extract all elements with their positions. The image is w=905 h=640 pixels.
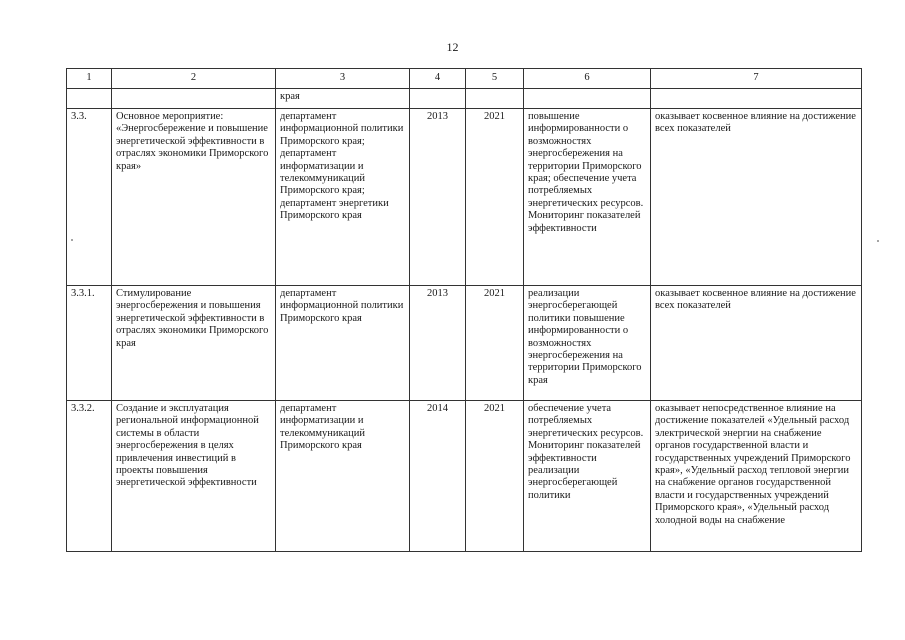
cell-executor: департамент информационной политики Приморского края; департамент информатизации и телекоммуникаций Приморского края; департамент энергетики Приморского края bbox=[276, 109, 410, 286]
cell-end-year: 2021 bbox=[466, 286, 524, 401]
page-number: 12 bbox=[446, 40, 459, 54]
cell-start-year: 2014 bbox=[410, 401, 466, 552]
scan-speck bbox=[71, 239, 73, 241]
column-header: 4 bbox=[410, 69, 466, 89]
cell-link bbox=[651, 89, 862, 109]
column-header: 1 bbox=[67, 69, 112, 89]
column-header: 2 bbox=[112, 69, 276, 89]
cell-start-year bbox=[410, 89, 466, 109]
cell-result: реализации энергосберегающей политики повышение информированности о возможностях энергосбережения на территории Приморского края bbox=[524, 286, 651, 401]
table-row bbox=[67, 286, 862, 401]
column-header: 6 bbox=[524, 69, 651, 89]
column-header: 5 bbox=[466, 69, 524, 89]
cell-executor: департамент информатизации и телекоммуникаций Приморского края bbox=[276, 401, 410, 552]
cell-result bbox=[524, 89, 651, 109]
cell-end-year bbox=[466, 89, 524, 109]
program-measures-table bbox=[66, 68, 862, 552]
cell-code: 3.3. bbox=[67, 109, 112, 286]
continuation-row bbox=[67, 89, 862, 109]
cell-executor: департамент информационной политики Приморского края bbox=[276, 286, 410, 401]
cell-result: обеспечение учета потребляемых энергетических ресурсов. Мониторинг показателей эффективности реализации энергосберегающей политики bbox=[524, 401, 651, 552]
cell-start-year: 2013 bbox=[410, 109, 466, 286]
cell-link: оказывает косвенное влияние на достижение всех показателей bbox=[651, 109, 862, 286]
cell-end-year: 2021 bbox=[466, 109, 524, 286]
table-row bbox=[67, 401, 862, 552]
cell-code: 3.3.2. bbox=[67, 401, 112, 552]
table-row bbox=[67, 109, 862, 286]
cell-code: 3.3.1. bbox=[67, 286, 112, 401]
cell-link: оказывает косвенное влияние на достижение всех показателей bbox=[651, 286, 862, 401]
cell-start-year: 2013 bbox=[410, 286, 466, 401]
cell-code bbox=[67, 89, 112, 109]
cell-end-year: 2021 bbox=[466, 401, 524, 552]
cell-name: Создание и эксплуатация региональной информационной системы в области энергосбережения в целях привлечения инвестиций в проекты повышения энергетической эффективности bbox=[112, 401, 276, 552]
cell-result: повышение информированности о возможностях энергосбережения на территории Приморского края; обеспечение учета потребляемых энергетических ресурсов. Мониторинг показателей эффективности bbox=[524, 109, 651, 286]
scan-speck bbox=[877, 240, 879, 242]
cell-link: оказывает непосредственное влияние на достижение показателей «Удельный расход электрической энергии на снабжение органов государственной власти и государственных учреждений Приморского края», «Удельный расход тепловой энергии на снабжение органов государственной власти и государственных учреждений Приморского края», «Удельный расход холодной воды на снабжение bbox=[651, 401, 862, 552]
column-header: 7 bbox=[651, 69, 862, 89]
cell-executor: края bbox=[276, 89, 410, 109]
cell-name: Основное мероприятие: «Энергосбережение и повышение энергетической эффективности в отраслях экономики Приморского края» bbox=[112, 109, 276, 286]
cell-name: Стимулирование энергосбережения и повышения энергетической эффективности в отраслях экономики Приморского края bbox=[112, 286, 276, 401]
table-header-row bbox=[67, 69, 862, 89]
cell-name bbox=[112, 89, 276, 109]
column-header: 3 bbox=[276, 69, 410, 89]
